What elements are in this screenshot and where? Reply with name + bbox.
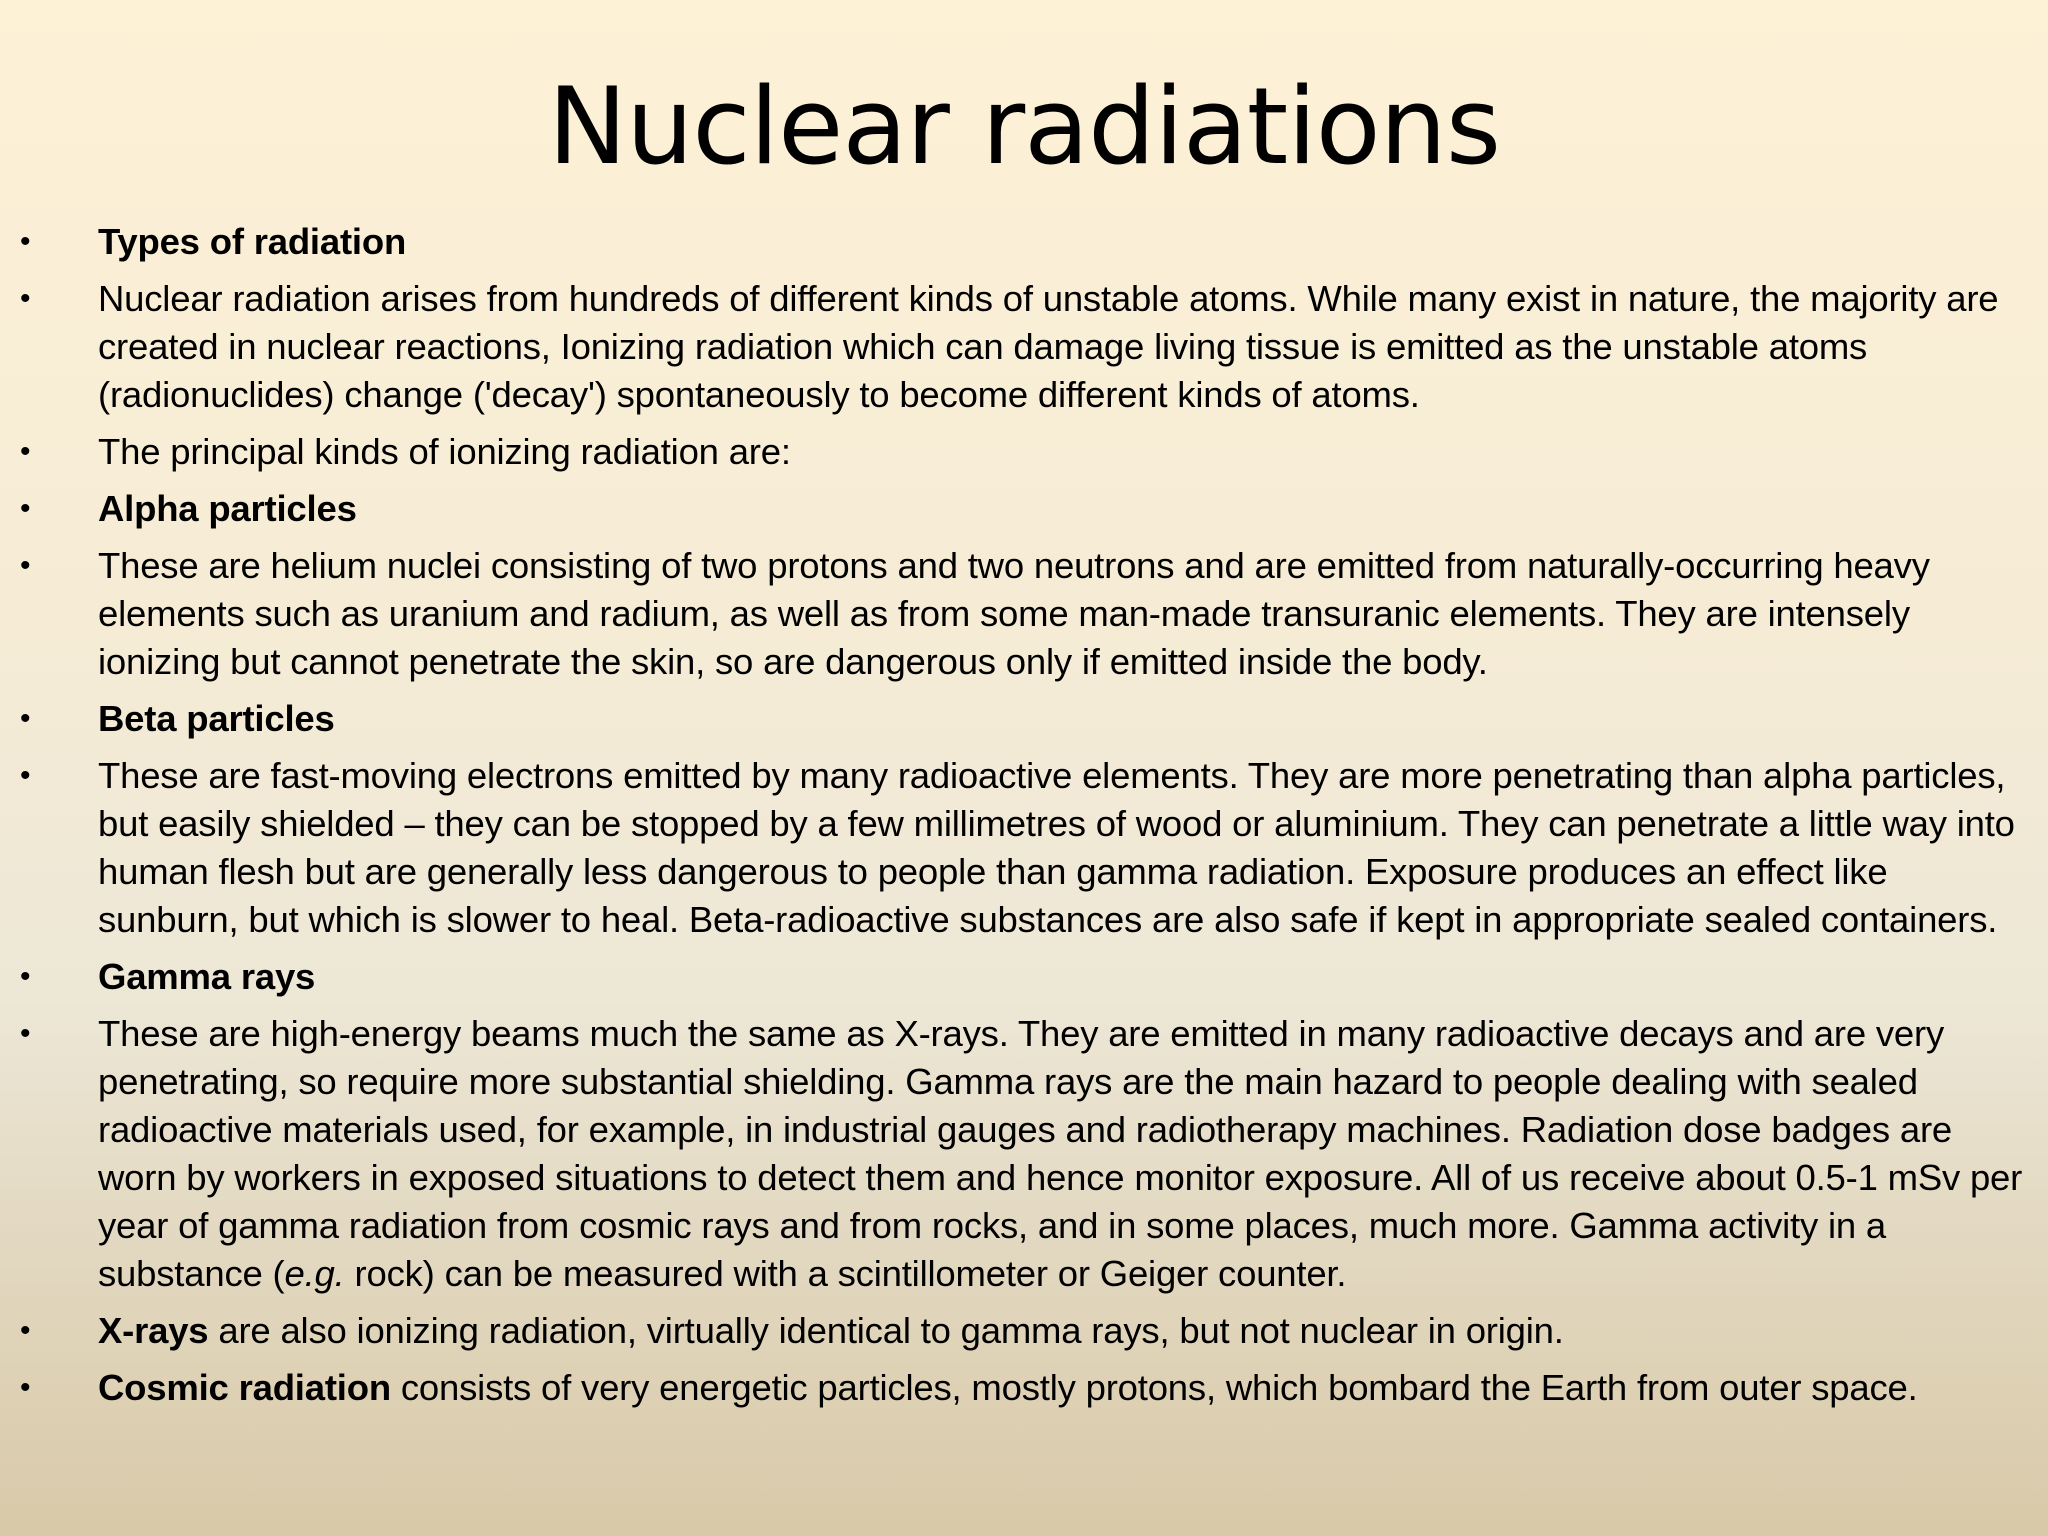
bullet-item-alpha-text [0, 542, 2048, 686]
item-heading: Gamma rays [98, 956, 316, 997]
bullet-item-intro [0, 275, 2048, 419]
bullet-item-gamma-heading [0, 953, 2048, 1001]
bullet-item-alpha-heading [0, 485, 2048, 533]
bullet-icon: • [20, 960, 31, 993]
bullet-item-xrays [0, 1307, 2048, 1355]
item-text: These are helium nuclei consisting of two protons and two neutrons and are emitted from naturally-occurring heavy elements such as uranium and radium, as well as from some man-made transuranic elements. They are intensely ionizing but cannot penetrate the skin, so are dangerous only if emitted inside the body. [98, 545, 1930, 682]
bullet-icon: • [20, 759, 31, 792]
item-heading: Types of radiation [98, 221, 407, 262]
bullet-icon: • [20, 1017, 31, 1050]
bullet-icon: • [20, 225, 31, 258]
bullet-icon: • [20, 1371, 31, 1404]
bullet-icon: • [20, 1314, 31, 1347]
slide-title: Nuclear radiations [547, 65, 1501, 188]
bullet-item-cosmic [0, 1364, 2048, 1412]
item-text: consists of very energetic particles, mostly protons, which bombard the Earth from outer space. [390, 1367, 1918, 1408]
bullet-icon: • [20, 492, 31, 525]
item-text: These are high-energy beams much the same as X-rays. They are emitted in many radioactive decays and are very penetrating, so require more substantial shielding. Gamma rays are the main hazard to people dealing with sealed radioactive materials used, for example, in industrial gauges and radiotherapy machines. Radiation dose badges are worn by workers in exposed situations to detect them and hence monitor exposure. All of us receive about 0.5-1 mSv per year of gamma radiation from cosmic rays and from rocks, and in some places, much more. Gamma activity in a substance ( [98, 1013, 2023, 1294]
item-text: The principal kinds of ionizing radiation are: [98, 431, 791, 472]
item-heading: Beta particles [98, 698, 335, 739]
bullet-item-beta-heading [0, 695, 2048, 743]
bullet-item-beta-text [0, 752, 2048, 944]
item-text: Nuclear radiation arises from hundreds of different kinds of unstable atoms. While many exist in nature, the majority are created in nuclear reactions, Ionizing radiation which can damage living tissue is emitted as the unstable atoms (radionuclides) change ('decay') spontaneously to become different kinds of atoms. [98, 278, 1999, 415]
item-heading: Alpha particles [98, 488, 357, 529]
item-text: These are fast-moving electrons emitted by many radioactive elements. They are more penetrating than alpha particles, but easily shielded – they can be stopped by a few millimetres of wood or aluminium. They can penetrate a little way into human flesh but are generally less dangerous to people than gamma radiation. Exposure produces an effect like sunburn, but which is slower to heal. Beta-radioactive substances are also safe if kept in appropriate sealed containers. [98, 755, 2015, 940]
bullet-item-types-heading [0, 218, 2048, 266]
bullet-list [0, 218, 2048, 1421]
item-text: are also ionizing radiation, virtually identical to gamma rays, but not nuclear in origin. [208, 1310, 1564, 1351]
item-heading: Cosmic radiation [98, 1367, 391, 1408]
bullet-item-principal-kinds [0, 428, 2048, 476]
bullet-item-gamma-text [0, 1010, 2048, 1298]
bullet-icon: • [20, 549, 31, 582]
bullet-icon: • [20, 702, 31, 735]
item-text-after: rock) can be measured with a scintillometer or Geiger counter. [344, 1253, 1347, 1294]
bullet-icon: • [20, 282, 31, 315]
item-heading: X-rays [98, 1310, 209, 1351]
bullet-icon: • [20, 435, 31, 468]
item-italic-text: e.g. [284, 1253, 345, 1294]
